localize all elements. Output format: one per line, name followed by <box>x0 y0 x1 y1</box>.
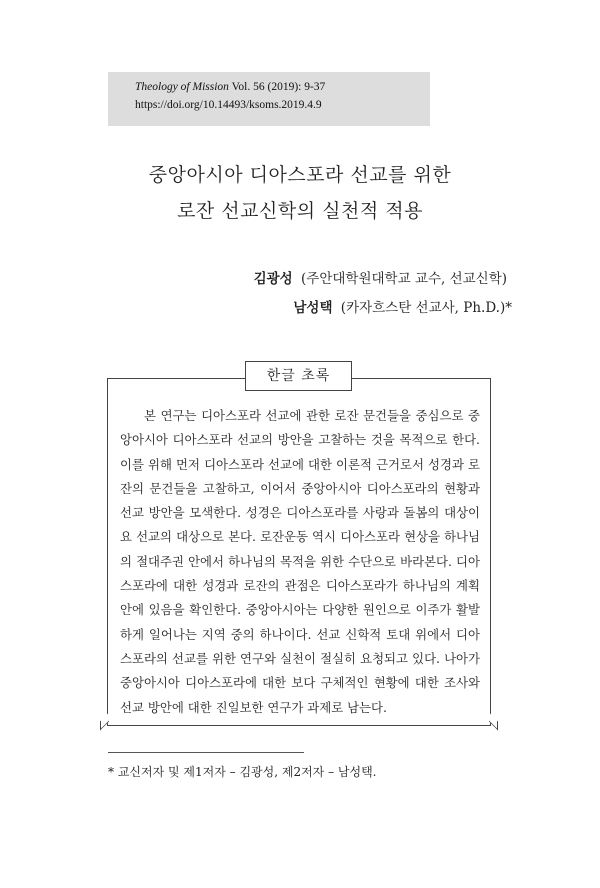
author-1 <box>254 267 507 287</box>
journal-name: Theology of Mission <box>135 81 229 93</box>
journal-citation <box>135 81 325 93</box>
abstract-label: 한글 초록 <box>245 361 352 391</box>
paper-title-line-2: 로잔 선교신학의 실천적 적용 <box>177 200 423 222</box>
volume-pages: Vol. 56 (2019): 9-37 <box>231 81 326 93</box>
footnote-divider <box>108 752 304 753</box>
corner-fold-decoration <box>489 713 498 731</box>
doi-link[interactable]: https://doi.org/10.14493/ksoms.2019.4.9 <box>135 99 322 111</box>
author-affiliation: (주안대학원대학교 교수, 선교신학) <box>301 271 507 287</box>
corner-fold-decoration <box>100 713 109 731</box>
footnote: * 교신저자 및 제1저자 – 김광성, 제2저자 – 남성택. <box>108 765 377 779</box>
author-name: 남성택 <box>293 300 333 316</box>
paper-title-line-1: 중앙아시아 디아스포라 선교를 위한 <box>148 164 452 186</box>
author-affiliation: (카자흐스탄 선교사, Ph.D.)* <box>340 300 512 316</box>
author-name: 김광성 <box>253 271 293 287</box>
author-2 <box>293 296 512 316</box>
journal-header <box>108 72 430 126</box>
abstract-text: 본 연구는 디아스포라 선교에 관한 로잔 문건들을 중심으로 중앙아시아 디아스포라 선교의 방안을 고찰하는 것을 목적으로 한다. 이를 위해 먼저 디아스포라 선교에 대한 이론적 근거로서 성경과 로잔의 문건들을 고찰하고, 이어서 중앙아시아 디아스포라의 현황과 선교 방안을 모색한다. 성경은 디아스포라를 사랑과 돌봄의 대상이요 선교의 대상으로 본다. 로잔운동 역시 디아스포라 현상을 하나님의 절대주권 안에서 하나님의 목적을 위한 수단으로 바라본다. 디아스포라에 대한 성경과 로잔의 관점은 디아스포라가 하나님의 계획안에 있음을 확인한다. 중앙아시아는 다양한 원인으로 이주가 활발하게 일어나는 지역 중의 하나이다. 선교 신학적 토대 위에서 디아스포라의 선교를 위한 연구와 실천이 절실히 요청되고 있다. 나아가 중앙아시아 디아스포라에 대한 보다 구체적인 현황에 대한 조사와 선교 방안에 대한 진일보한 연구가 과제로 남는다. <box>120 408 480 715</box>
